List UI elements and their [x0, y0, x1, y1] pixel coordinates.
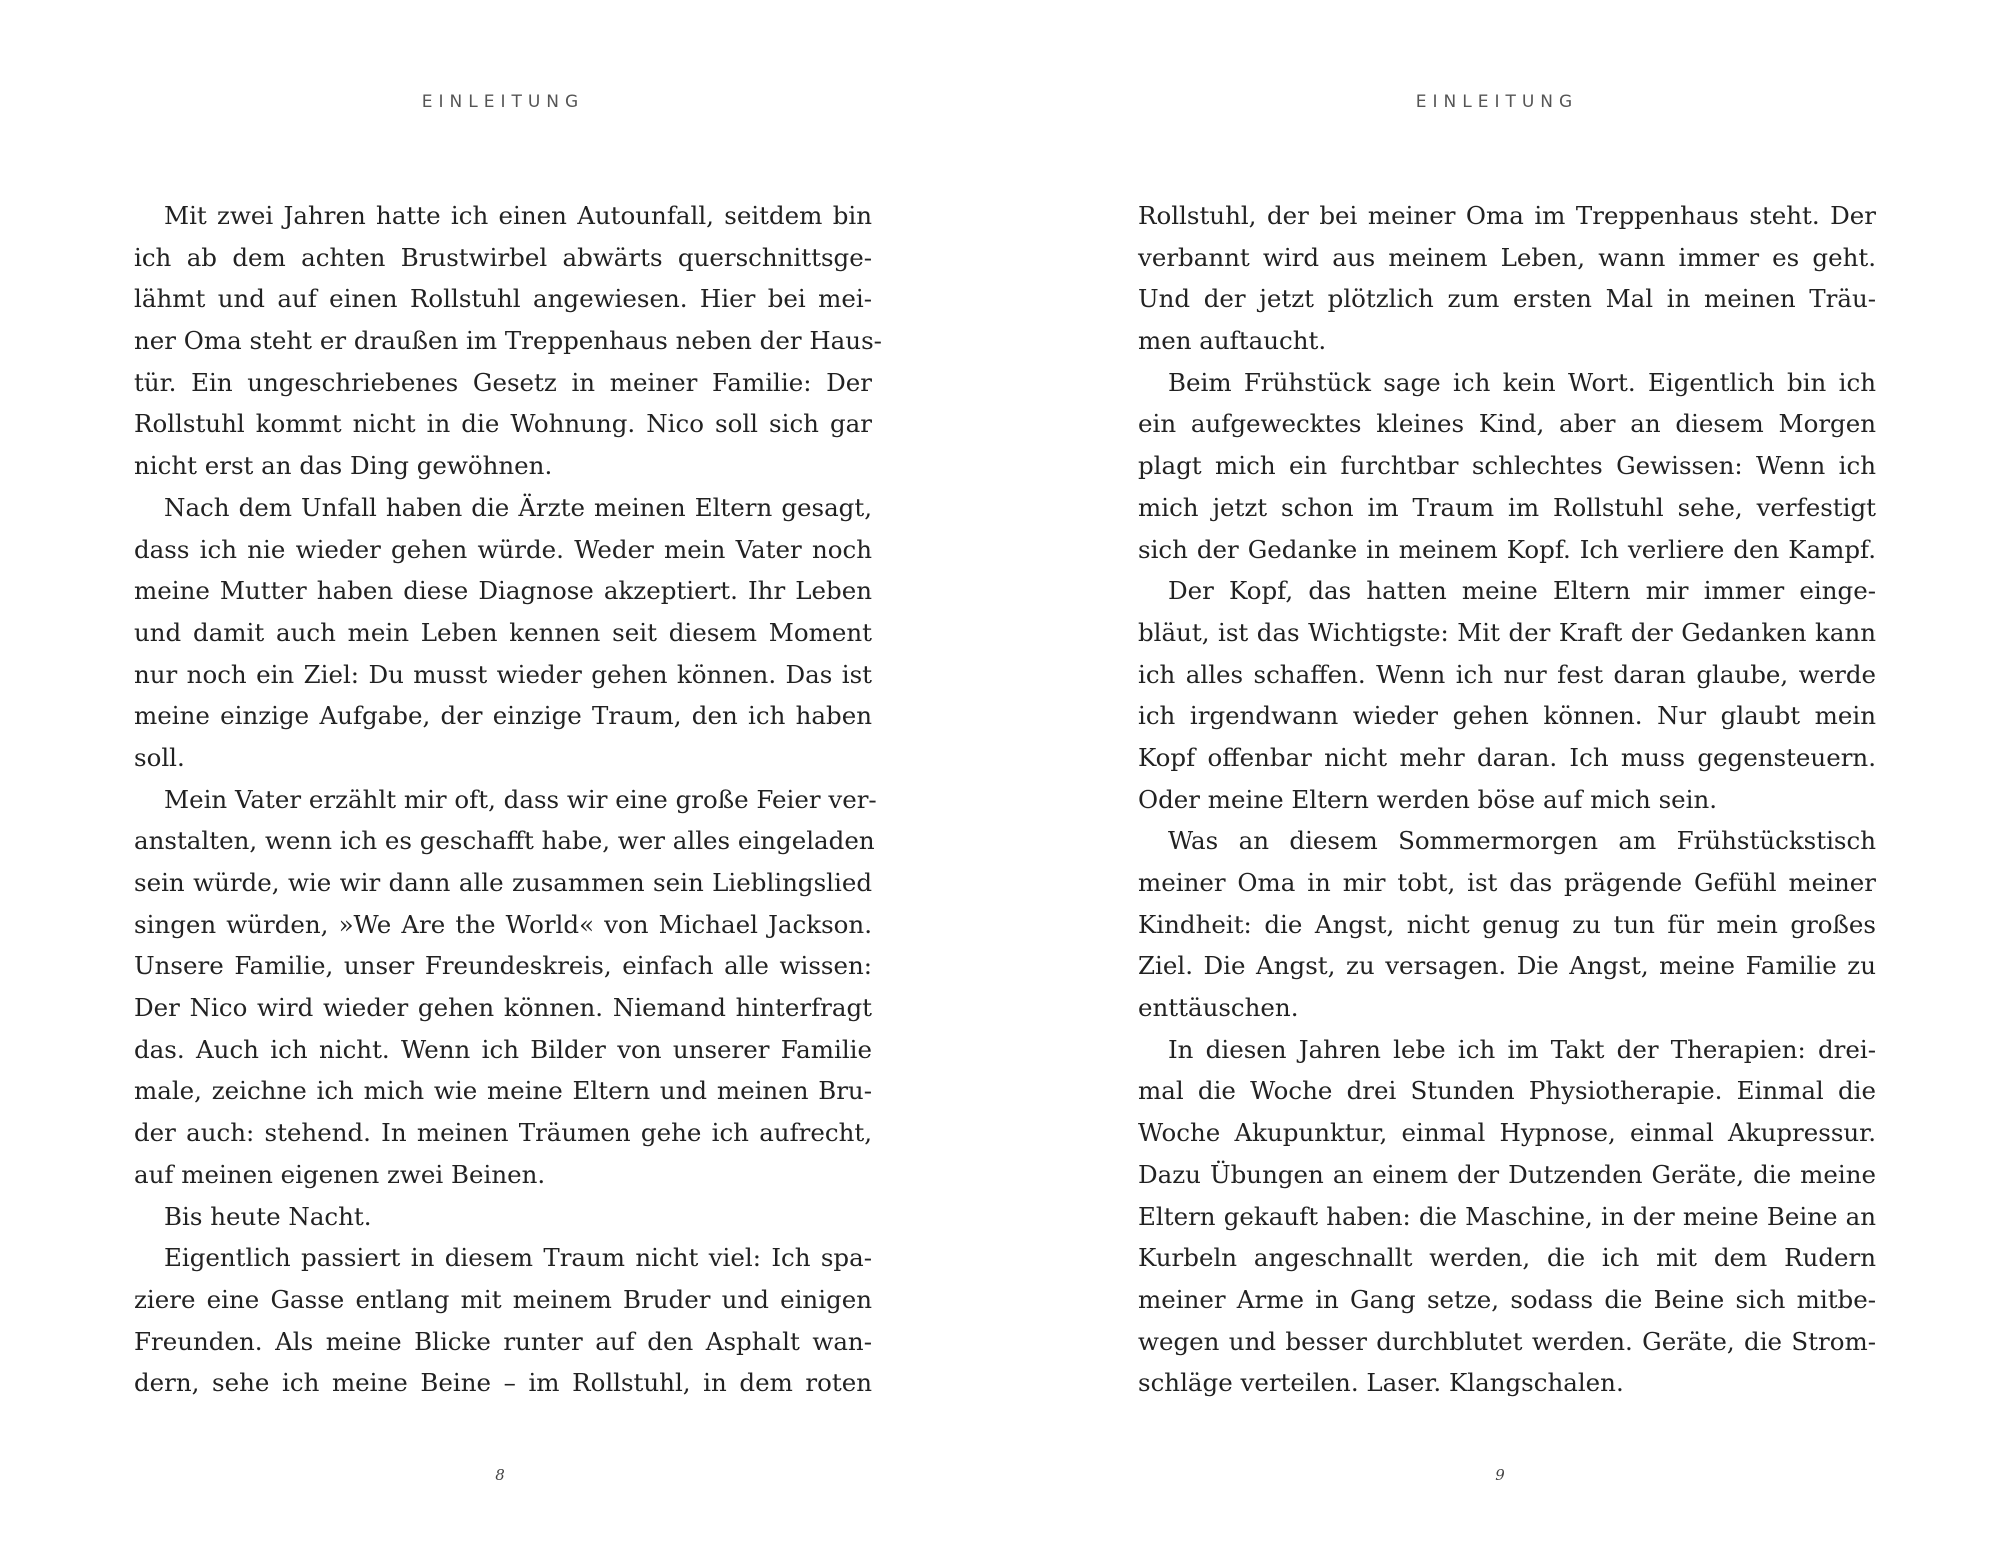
text-line: Woche Akupunktur, einmal Hypnose, einmal Akupressur.	[1138, 1118, 1876, 1148]
page-number: 9	[1495, 1466, 1505, 1484]
text-line: Eltern gekauft haben: die Maschine, in der meine Beine an	[1138, 1201, 1876, 1231]
text-line: verbannt wird aus meinem Leben, wann immer es geht.	[1138, 242, 1876, 272]
text-line: meiner Arme in Gang setze, sodass die Beine sich mitbe-	[1138, 1284, 1876, 1314]
text-line: nicht erst an das Ding gewöhnen.	[134, 451, 553, 481]
text-line: Was an diesem Sommermorgen am Frühstückstisch	[1168, 826, 1876, 856]
text-line: der auch: stehend. In meinen Träumen gehe ich aufrecht,	[134, 1118, 872, 1148]
text-line: Kurbeln angeschnallt werden, die ich mit dem Rudern	[1138, 1243, 1876, 1273]
text-line: ner Oma steht er draußen im Treppenhaus neben der Haus-	[134, 326, 882, 356]
text-line: male, zeichne ich mich wie meine Eltern und meinen Bru-	[134, 1076, 872, 1106]
text-line: wegen und besser durchblutet werden. Geräte, die Strom-	[1138, 1326, 1876, 1356]
body-text	[134, 195, 882, 1404]
text-line: soll.	[134, 742, 185, 772]
text-line: plagt mich ein furchtbar schlechtes Gewissen: Wenn ich	[1138, 451, 1876, 481]
text-line: Ziel. Die Angst, zu versagen. Die Angst, meine Familie zu	[1138, 951, 1876, 981]
text-line: Mein Vater erzählt mir oft, dass wir eine große Feier ver-	[164, 784, 877, 814]
text-line: Mit zwei Jahren hatte ich einen Autounfall, seitdem bin	[164, 201, 872, 230]
text-line: dern, sehe ich meine Beine – im Rollstuhl, in dem roten	[134, 1368, 872, 1398]
text-line: ich alles schaffen. Wenn ich nur fest daran glaube, werde	[1138, 659, 1876, 689]
text-line: Rollstuhl, der bei meiner Oma im Treppenhaus steht. Der	[1138, 201, 1876, 230]
text-line: tür. Ein ungeschriebenes Gesetz in meiner Familie: Der	[134, 367, 872, 397]
text-line: ich irgendwann wieder gehen können. Nur glaubt mein	[1138, 701, 1876, 731]
running-head: EINLEITUNG	[1415, 92, 1579, 112]
text-line: Rollstuhl kommt nicht in die Wohnung. Nico soll sich gar	[134, 409, 872, 439]
text-line: Nach dem Unfall haben die Ärzte meinen Eltern gesagt,	[164, 492, 872, 522]
text-line: mich jetzt schon im Traum im Rollstuhl sehe, verfestigt	[1138, 492, 1876, 522]
text-line: Unsere Familie, unser Freundeskreis, einfach alle wissen:	[134, 951, 872, 981]
text-line: bläut, ist das Wichtigste: Mit der Kraft der Gedanken kann	[1138, 617, 1876, 647]
text-line: men auftaucht.	[1138, 326, 1327, 356]
text-line: singen würden, »We Are the World« von Michael Jackson.	[134, 909, 872, 939]
text-line: meine Mutter haben diese Diagnose akzeptiert. Ihr Leben	[134, 576, 872, 606]
text-line: Kindheit: die Angst, nicht genug zu tun für mein großes	[1138, 909, 1876, 939]
text-line: Und der jetzt plötzlich zum ersten Mal in meinen Träu-	[1138, 284, 1876, 314]
text-line: Bis heute Nacht.	[164, 1201, 372, 1231]
page-number: 8	[495, 1466, 505, 1484]
text-line: enttäuschen.	[1138, 993, 1299, 1023]
text-line: Oder meine Eltern werden böse auf mich sein.	[1138, 784, 1718, 814]
text-line: Der Nico wird wieder gehen können. Niemand hinterfragt	[134, 993, 872, 1023]
text-line: meiner Oma in mir tobt, ist das prägende Gefühl meiner	[1138, 868, 1876, 897]
text-line: Der Kopf, das hatten meine Eltern mir immer einge-	[1168, 576, 1876, 606]
text-line: das. Auch ich nicht. Wenn ich Bilder von unserer Familie	[134, 1034, 872, 1064]
text-line: ich ab dem achten Brustwirbel abwärts querschnittsge-	[134, 242, 872, 272]
text-line: mal die Woche drei Stunden Physiotherapie. Einmal die	[1138, 1076, 1876, 1106]
running-head: EINLEITUNG	[421, 92, 585, 112]
text-line: sich der Gedanke in meinem Kopf. Ich verliere den Kampf.	[1138, 534, 1876, 564]
text-line: anstalten, wenn ich es geschafft habe, wer alles eingeladen	[134, 826, 875, 856]
text-line: und damit auch mein Leben kennen seit diesem Moment	[134, 617, 872, 647]
text-line: ein aufgewecktes kleines Kind, aber an diesem Morgen	[1138, 409, 1876, 439]
text-line: In diesen Jahren lebe ich im Takt der Therapien: drei-	[1168, 1034, 1876, 1064]
text-line: schläge verteilen. Laser. Klangschalen.	[1138, 1368, 1624, 1398]
text-line: nur noch ein Ziel: Du musst wieder gehen können. Das ist	[134, 659, 872, 689]
text-line: Eigentlich passiert in diesem Traum nicht viel: Ich spa-	[164, 1243, 872, 1273]
text-line: lähmt und auf einen Rollstuhl angewiesen. Hier bei mei-	[134, 284, 872, 314]
text-line: dass ich nie wieder gehen würde. Weder mein Vater noch	[134, 534, 872, 564]
right-page	[1000, 0, 2000, 1556]
text-line: sein würde, wie wir dann alle zusammen sein Lieblingslied	[134, 868, 872, 897]
text-line: ziere eine Gasse entlang mit meinem Bruder und einigen	[134, 1284, 872, 1314]
text-line: Freunden. Als meine Blicke runter auf den Asphalt wan-	[134, 1326, 872, 1356]
text-line: meine einzige Aufgabe, der einzige Traum, den ich haben	[134, 701, 872, 731]
text-line: auf meinen eigenen zwei Beinen.	[134, 1159, 546, 1189]
text-line: Kopf offenbar nicht mehr daran. Ich muss gegensteuern.	[1138, 742, 1876, 772]
text-line: Beim Frühstück sage ich kein Wort. Eigentlich bin ich	[1168, 367, 1876, 397]
body-text	[1138, 195, 1876, 1404]
text-line: Dazu Übungen an einem der Dutzenden Geräte, die meine	[1138, 1159, 1876, 1189]
